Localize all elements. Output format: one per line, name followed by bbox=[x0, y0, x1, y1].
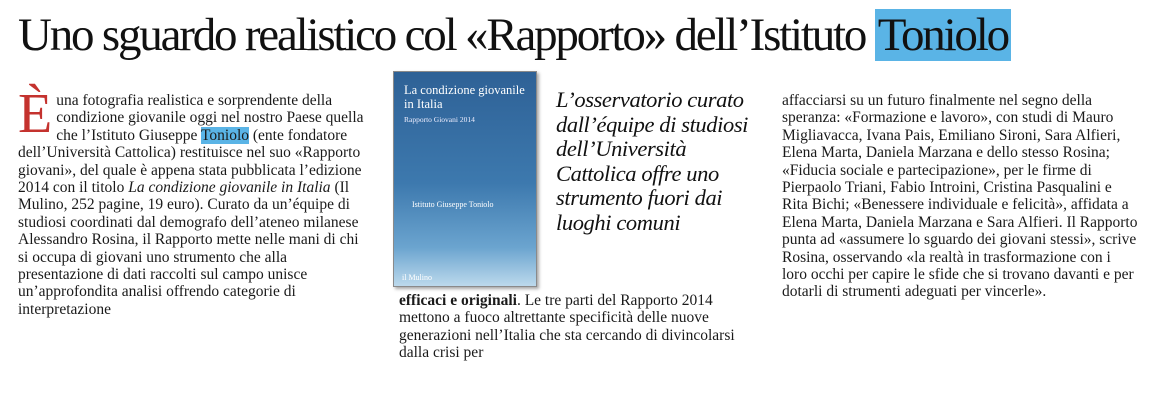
cover-author: Istituto Giuseppe Toniolo bbox=[412, 200, 494, 209]
article-column-2 bbox=[399, 292, 739, 362]
article-column-1 bbox=[18, 83, 366, 318]
highlighted-name: Toniolo bbox=[201, 126, 250, 144]
col2-bold-text: efficaci e originali bbox=[399, 292, 517, 309]
pull-quote: L’osservatorio curato dall’équipe di studiosi dell’Università Cattolica offre uno strumento fuori dai luoghi comuni bbox=[556, 87, 749, 235]
col1-text-c: (Il Mulino, 252 pagine, 19 euro). Curato da un’équipe di studiosi coordinati dal demografo dell’ateneo milanese Alessandro Rosina, il Rapporto mette nelle mani di chi si occupa di giovani uno strumento che alla presentazione di dati raccolti sul campo unisce un’approfondita analisi offrendo categorie di interpretazione bbox=[18, 179, 359, 318]
book-cover-image bbox=[393, 71, 537, 287]
col1-text-b: (ente fondatore dell’Università Cattolica) restituisce nel suo «Rapporto giovani», del quale è appena stata pubblicata l’edizione 2014 con il titolo bbox=[18, 126, 362, 197]
book-title-italic: La condizione giovanile in Italia bbox=[128, 179, 331, 197]
cover-title: La condizione giovanile in Italia bbox=[404, 83, 525, 111]
drop-cap: È bbox=[18, 83, 53, 145]
headline bbox=[18, 6, 1148, 64]
col1-text-a: una fotografia realistica e sorprendente della condizione giovanile oggi nel nostro Paese quella che l’Istituto Giuseppe bbox=[56, 92, 364, 144]
col2-text: . Le tre parti del Rapporto 2014 mettono a fuoco altrettante specificità delle nuove generazioni nell’Italia che sta cercando di divincolarsi dalla crisi per bbox=[399, 292, 735, 362]
cover-publisher: il Mulino bbox=[402, 273, 433, 282]
cover-subtitle: Rapporto Giovani 2014 bbox=[404, 115, 475, 124]
headline-main: Uno sguardo realistico col «Rapporto» dell’Istituto bbox=[18, 9, 875, 61]
article-column-3: affacciarsi su un futuro finalmente nel segno della speranza: «Formazione e lavoro», con studi di Mauro Migliavacca, Ivana Pais, Emiliano Sironi, Sara Alfieri, Elena Marta, Daniela Marzana e dello stesso Rosina; «Fiducia sociale e partecipazione», per le firme di Pierpaolo Triani, Fabio Introini, Cristina Pasqualini e Rita Bichi; «Benessere individuale e felicità», affidata a Elena Marta, Daniela Marzana e Sara Alfieri. Il Rapporto punta ad «assumere lo sguardo dei giovani stessi», scrive Rosina, osservando «la realtà in trasformazione con i loro occhi per capire le sfide che si trovano davanti e per dotarli di strumenti adeguati per vincerle». bbox=[782, 92, 1138, 301]
headline-highlight: Toniolo bbox=[875, 9, 1011, 61]
